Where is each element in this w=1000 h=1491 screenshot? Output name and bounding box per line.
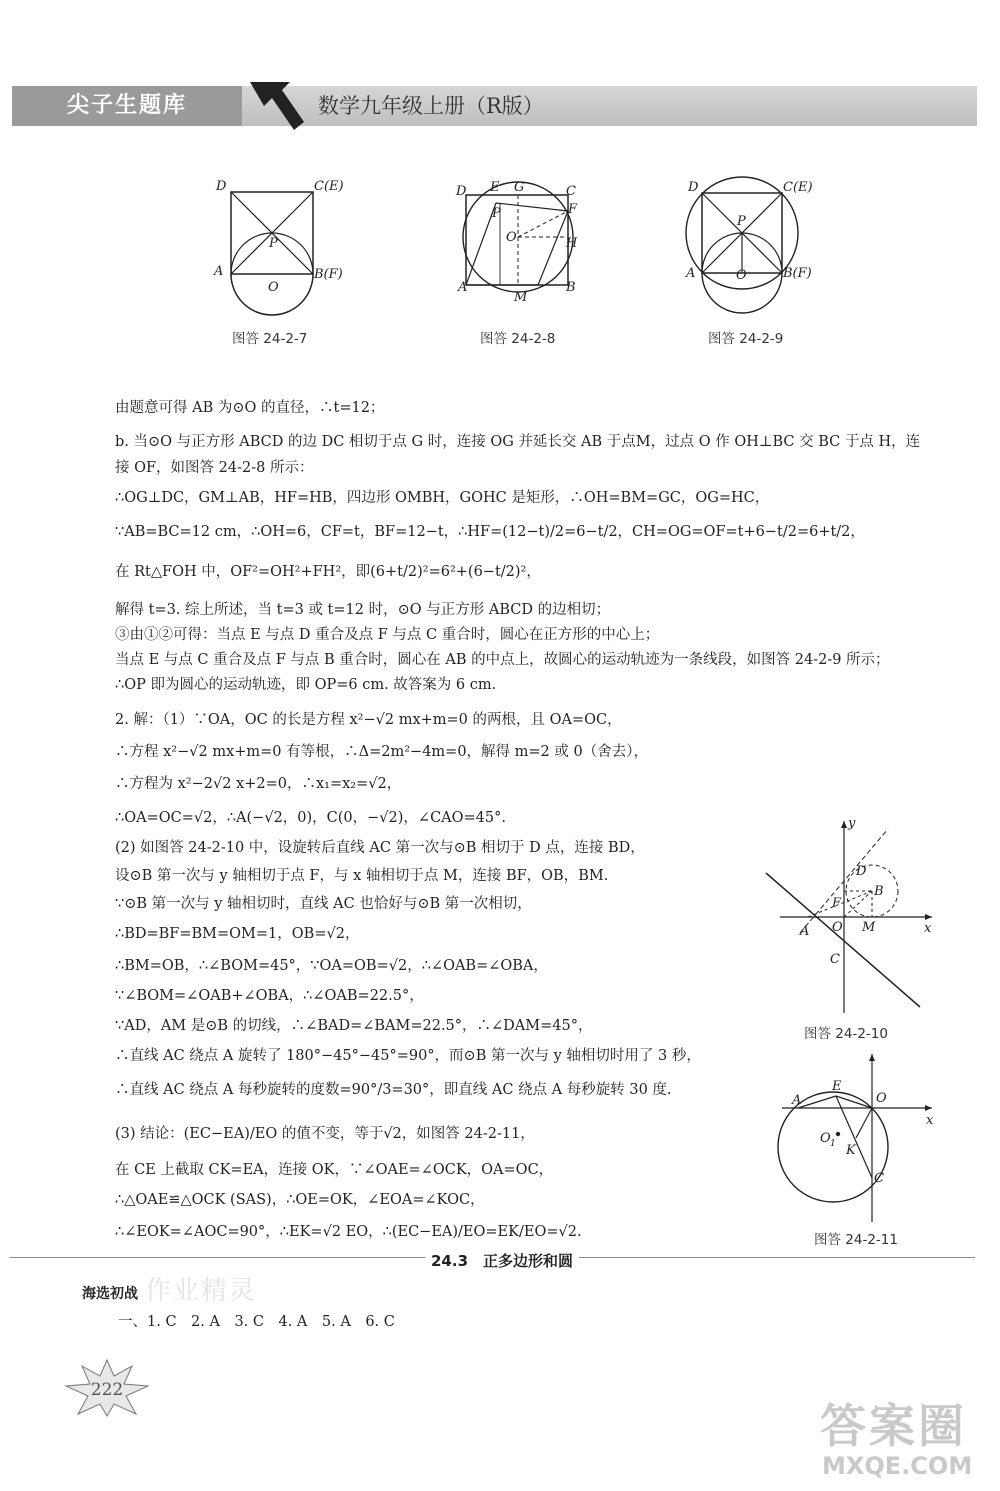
label-E: E (490, 180, 500, 195)
label-O: O (832, 920, 843, 935)
brand-label: 尖子生题库 (12, 86, 242, 126)
label-F: F (832, 896, 842, 911)
text-line-25: 在 CE 上截取 CK=EA，连接 OK，∵∠OAE=∠OCK，OA=OC， (115, 1162, 554, 1178)
label-D: D (688, 180, 699, 195)
answers-line: 一、1. C 2. A 3. C 4. A 5. A 6. C (118, 1314, 395, 1330)
label-A: A (800, 924, 810, 939)
label-B: B(F) (314, 267, 343, 282)
label-O1-subscript: 1 (830, 1139, 836, 1149)
caption-24-2-8: 图答 24-2-8 (480, 331, 556, 347)
label-P: P (492, 206, 501, 221)
text-line-19: ∴BM=OB，∴∠BOM=45°，∵OA=OB=√2，∴∠OAB=∠OBA， (115, 958, 548, 974)
label-M: M (862, 920, 876, 935)
section-title: 24.3 正多边形和圆 (425, 1250, 579, 1271)
figure-24-2-8 (448, 175, 588, 325)
text-line-1: 由题意可得 AB 为⊙O 的直径，∴t=12； (115, 400, 385, 416)
caption-24-2-7: 图答 24-2-7 (232, 331, 308, 347)
figure-24-2-9 (680, 175, 820, 325)
page-number: 222 (90, 1380, 124, 1400)
label-C: C(E) (314, 179, 344, 194)
label-B: B(F) (783, 266, 812, 281)
watermark-site: MXQE.COM (822, 1452, 973, 1480)
label-B: B (874, 884, 884, 899)
label-O: O (506, 230, 517, 245)
figure-24-2-7 (210, 175, 350, 325)
label-x: x (926, 1113, 934, 1128)
label-A: A (686, 266, 696, 281)
label-x: x (924, 921, 932, 936)
text-line-23: ∴直线 AC 绕点 A 每秒旋转的度数=90°/3=30°，即直线 AC 绕点 A 每秒旋转 30 度. (115, 1082, 672, 1098)
text-line-24: (3) 结论：(EC−EA)/EO 的值不变，等于√2，如图答 24-2-11， (115, 1126, 535, 1142)
label-O1: O (820, 1131, 831, 1146)
caption-24-2-11: 图答 24-2-11 (814, 1232, 898, 1248)
text-line-2: b. 当⊙O 与正方形 ABCD 的边 DC 相切于点 G 时，连接 OG 并延长交 AB 于点M，过点 O 作 OH⊥BC 交 BC 于点 H，连 (115, 434, 921, 450)
caption-24-2-9: 图答 24-2-9 (708, 331, 784, 347)
text-line-26: ∴△OAE≌△OCK (SAS)，∴OE=OK，∠EOA=∠KOC， (115, 1192, 485, 1208)
caption-24-2-10: 图答 24-2-10 (804, 1026, 888, 1042)
label-C: C (874, 1171, 884, 1186)
label-P: P (269, 236, 278, 251)
text-line-13: ∴方程为 x²−2√2 x+2=0，∴x₁=x₂=√2， (115, 776, 402, 792)
label-A: A (214, 264, 224, 279)
label-C: C (830, 952, 840, 967)
text-line-20: ∵∠BOM=∠OAB+∠OBA，∴∠OAB=22.5°， (115, 988, 424, 1004)
text-line-3: 接 OF，如图答 24-2-8 所示： (115, 460, 314, 476)
label-K: K (846, 1143, 856, 1158)
label-P: P (737, 214, 746, 229)
text-line-15: (2) 如图答 24-2-10 中，设旋转后直线 AC 第一次与⊙B 相切于 D 点，连接 BD， (115, 840, 645, 856)
label-C: C(E) (783, 180, 813, 195)
text-line-4: ∴OG⊥DC，GM⊥AB，HF=HB，四边形 OMBH，GOHC 是矩形，∴OH=BM=GC，OG=HC， (115, 490, 770, 506)
label-F: F (568, 202, 578, 217)
text-line-8: ③由①②可得：当点 E 与点 D 重合及点 F 与点 C 重合时，圆心在正方形的中心上； (115, 627, 660, 643)
label-O: O (736, 268, 747, 283)
label-O: O (268, 280, 279, 295)
text-line-22: ∴直线 AC 绕点 A 旋转了 180°−45°−45°=90°，而⊙B 第一次与 y 轴相切时用了 3 秒， (115, 1048, 701, 1064)
label-C: C (566, 184, 576, 199)
text-line-9: 当点 E 与点 C 重合及点 F 与点 B 重合时，圆心在 AB 的中点上，故圆心的运动轨迹为一条线段，如图答 24-2-9 所示； (115, 652, 890, 668)
text-line-10: ∴OP 即为圆心的运动轨迹，即 OP=6 cm. 故答案为 6 cm. (115, 677, 497, 693)
label-H: H (566, 236, 578, 251)
label-D: D (216, 179, 227, 194)
arrow-icon (246, 76, 306, 132)
section-tag: 海选初战 (82, 1286, 138, 1302)
text-line-14: ∴OA=OC=√2，∴A(−√2，0)，C(0，−√2)，∠CAO=45°. (115, 810, 506, 826)
text-line-11: 2. 解：（1）∵OA，OC 的长是方程 x²−√2 mx+m=0 的两根，且 OA=OC， (115, 712, 622, 728)
text-line-7: 解得 t=3. 综上所述，当 t=3 或 t=12 时，⊙O 与正方形 ABCD 的边相切； (115, 602, 611, 618)
text-line-27: ∴∠EOK=∠AOC=90°，∴EK=√2 EO，∴(EC−EA)/EO=EK/EO=√2. (115, 1224, 582, 1240)
figure-24-2-10 (760, 815, 940, 1020)
label-O: O (876, 1091, 887, 1106)
text-line-18: ∴BD=BF=BM=OM=1，OB=√2， (115, 926, 360, 942)
label-E: E (832, 1079, 842, 1094)
text-line-16: 设⊙B 第一次与 y 轴相切于点 F，与 x 轴相切于点 M，连接 BF，OB，BM. (115, 868, 609, 884)
text-line-17: ∵⊙B 第一次与 y 轴相切时，直线 AC 也恰好与⊙B 第一次相切， (115, 896, 532, 912)
watermark-text: 作业精灵 (145, 1276, 258, 1306)
text-line-5: ∵AB=BC=12 cm，∴OH=6，CF=t，BF=12−t，∴HF=(12−t)/2=6−t/2，CH=OG=OF=t+6−t/2=6+t/2， (115, 524, 865, 540)
label-M: M (514, 290, 528, 305)
label-G: G (514, 180, 525, 195)
watermark-logo: 答案圈 (820, 1399, 967, 1453)
text-line-21: ∵AD，AM 是⊙B 的切线，∴∠BAD=∠BAM=22.5°，∴∠DAM=45°， (115, 1018, 593, 1034)
label-y: y (848, 816, 856, 831)
label-A: A (792, 1093, 802, 1108)
text-line-12: ∴方程 x²−√2 mx+m=0 有等根，∴Δ=2m²−4m=0，解得 m=2 或 0（舍去）， (115, 744, 648, 760)
label-D: D (456, 184, 467, 199)
book-title: 数学九年级上册（R版） (318, 94, 544, 118)
label-B: B (566, 280, 576, 295)
page-number-badge (62, 1358, 152, 1418)
label-D: D (856, 864, 867, 879)
figure-24-2-11 (776, 1050, 946, 1225)
label-A: A (458, 280, 468, 295)
text-line-6: 在 Rt△FOH 中，OF²=OH²+FH²，即(6+t/2)²=6²+(6−t/2)²， (115, 564, 541, 580)
